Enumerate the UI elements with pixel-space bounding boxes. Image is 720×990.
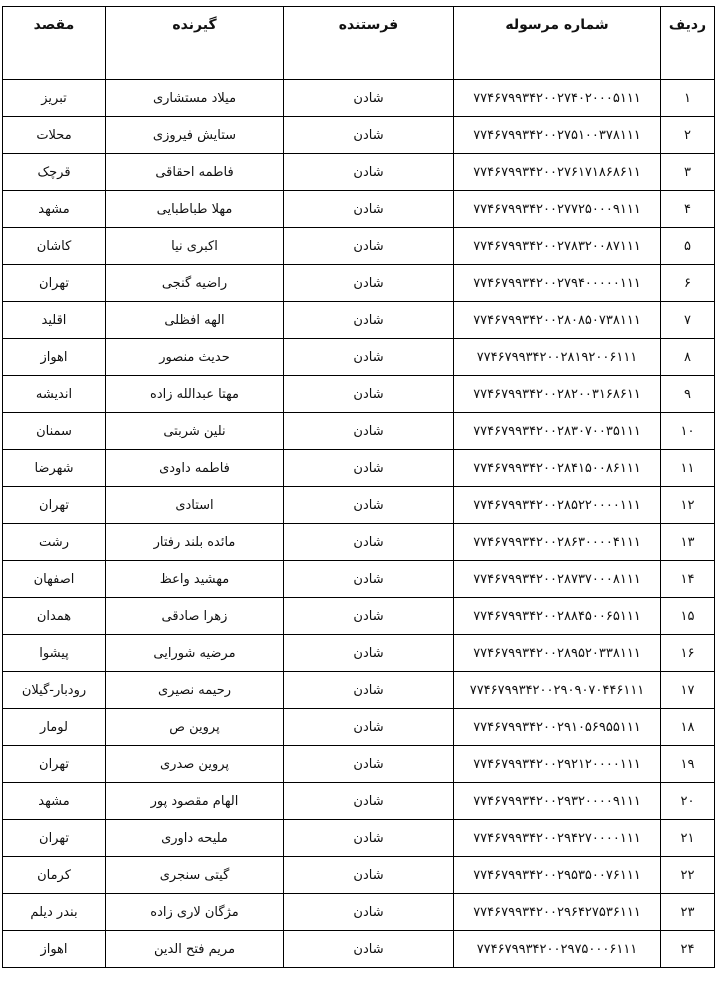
sender-cell: شادن xyxy=(284,413,454,450)
row-number-cell: ۲ xyxy=(661,117,715,154)
row-number-cell: ۱۳ xyxy=(661,524,715,561)
receiver-cell: فاطمه احقاقی xyxy=(106,154,284,191)
shipment-number-cell: ۷۷۴۶۷۹۹۳۴۲۰۰۲۹۱۰۵۶۹۵۵۱۱۱ xyxy=(454,709,661,746)
sender-cell: شادن xyxy=(284,487,454,524)
row-number-cell: ۱۴ xyxy=(661,561,715,598)
table-body xyxy=(3,80,715,968)
shipment-number-cell: ۷۷۴۶۷۹۹۳۴۲۰۰۲۹۲۱۲۰۰۰۰۱۱۱ xyxy=(454,746,661,783)
shipment-number-cell: ۷۷۴۶۷۹۹۳۴۲۰۰۲۸۶۳۰۰۰۰۴۱۱۱ xyxy=(454,524,661,561)
destination-cell: شهرضا xyxy=(3,450,106,487)
destination-cell: رودبار-گیلان xyxy=(3,672,106,709)
row-number-cell: ۴ xyxy=(661,191,715,228)
sender-cell: شادن xyxy=(284,598,454,635)
receiver-cell: مهتا عبدالله زاده xyxy=(106,376,284,413)
sender-cell: شادن xyxy=(284,191,454,228)
receiver-cell: زهرا صادقی xyxy=(106,598,284,635)
destination-cell: اصفهان xyxy=(3,561,106,598)
header-receiver: گیرنده xyxy=(106,7,284,80)
receiver-cell: الهه افظلی xyxy=(106,302,284,339)
row-number-cell: ۱۸ xyxy=(661,709,715,746)
destination-cell: سمنان xyxy=(3,413,106,450)
row-number-cell: ۲۱ xyxy=(661,820,715,857)
shipment-number-cell: ۷۷۴۶۷۹۹۳۴۲۰۰۲۹۰۹۰۷۰۴۴۶۱۱۱ xyxy=(454,672,661,709)
destination-cell: محلات xyxy=(3,117,106,154)
row-number-cell: ۱۰ xyxy=(661,413,715,450)
receiver-cell: پروین صدری xyxy=(106,746,284,783)
row-number-cell: ۱۹ xyxy=(661,746,715,783)
sender-cell: شادن xyxy=(284,80,454,117)
header-row xyxy=(3,7,715,80)
sender-cell: شادن xyxy=(284,339,454,376)
destination-cell: مشهد xyxy=(3,191,106,228)
sender-cell: شادن xyxy=(284,857,454,894)
shipment-number-cell: ۷۷۴۶۷۹۹۳۴۲۰۰۲۹۵۳۵۰۰۷۶۱۱۱ xyxy=(454,857,661,894)
sender-cell: شادن xyxy=(284,302,454,339)
receiver-cell: ملیحه داوری xyxy=(106,820,284,857)
shipment-number-cell: ۷۷۴۶۷۹۹۳۴۲۰۰۲۷۷۲۵۰۰۰۹۱۱۱ xyxy=(454,191,661,228)
destination-cell: اندیشه xyxy=(3,376,106,413)
row-number-cell: ۹ xyxy=(661,376,715,413)
table-row xyxy=(3,709,715,746)
destination-cell: تهران xyxy=(3,820,106,857)
table-row xyxy=(3,894,715,931)
receiver-cell: نلین شربتی xyxy=(106,413,284,450)
receiver-cell: فاطمه داودی xyxy=(106,450,284,487)
receiver-cell: ستایش فیروزی xyxy=(106,117,284,154)
shipment-number-cell: ۷۷۴۶۷۹۹۳۴۲۰۰۲۸۱۹۲۰۰۶۱۱۱ xyxy=(454,339,661,376)
shipment-number-cell: ۷۷۴۶۷۹۹۳۴۲۰۰۲۸۸۴۵۰۰۶۵۱۱۱ xyxy=(454,598,661,635)
table-row xyxy=(3,783,715,820)
header-sender: فرستنده xyxy=(284,7,454,80)
receiver-cell: پروین ص xyxy=(106,709,284,746)
table-row xyxy=(3,265,715,302)
table-row xyxy=(3,672,715,709)
destination-cell: تهران xyxy=(3,265,106,302)
shipment-number-cell: ۷۷۴۶۷۹۹۳۴۲۰۰۲۸۷۳۷۰۰۰۸۱۱۱ xyxy=(454,561,661,598)
sender-cell: شادن xyxy=(284,228,454,265)
table-row xyxy=(3,117,715,154)
sender-cell: شادن xyxy=(284,931,454,968)
row-number-cell: ۱ xyxy=(661,80,715,117)
receiver-cell: مرضیه شورایی xyxy=(106,635,284,672)
destination-cell: تهران xyxy=(3,746,106,783)
sender-cell: شادن xyxy=(284,524,454,561)
row-number-cell: ۲۰ xyxy=(661,783,715,820)
table-row xyxy=(3,413,715,450)
table-row xyxy=(3,857,715,894)
table-row xyxy=(3,339,715,376)
row-number-cell: ۲۳ xyxy=(661,894,715,931)
sender-cell: شادن xyxy=(284,746,454,783)
table-row xyxy=(3,450,715,487)
shipment-number-cell: ۷۷۴۶۷۹۹۳۴۲۰۰۲۹۶۴۲۷۵۳۶۱۱۱ xyxy=(454,894,661,931)
destination-cell: همدان xyxy=(3,598,106,635)
table-row xyxy=(3,80,715,117)
table-row xyxy=(3,561,715,598)
destination-cell: رشت xyxy=(3,524,106,561)
shipment-number-cell: ۷۷۴۶۷۹۹۳۴۲۰۰۲۷۴۰۲۰۰۰۵۱۱۱ xyxy=(454,80,661,117)
destination-cell: اهواز xyxy=(3,339,106,376)
table-row xyxy=(3,191,715,228)
sender-cell: شادن xyxy=(284,265,454,302)
table-row xyxy=(3,376,715,413)
sender-cell: شادن xyxy=(284,117,454,154)
receiver-cell: حدیث منصور xyxy=(106,339,284,376)
row-number-cell: ۲۲ xyxy=(661,857,715,894)
row-number-cell: ۱۲ xyxy=(661,487,715,524)
receiver-cell: مهشید واعظ xyxy=(106,561,284,598)
table-row xyxy=(3,487,715,524)
shipment-number-cell: ۷۷۴۶۷۹۹۳۴۲۰۰۲۸۲۰۰۳۱۶۸۶۱۱ xyxy=(454,376,661,413)
receiver-cell: میلاد مستشاری xyxy=(106,80,284,117)
destination-cell: کاشان xyxy=(3,228,106,265)
receiver-cell: مهلا طباطبایی xyxy=(106,191,284,228)
shipment-number-cell: ۷۷۴۶۷۹۹۳۴۲۰۰۲۷۵۱۰۰۳۷۸۱۱۱ xyxy=(454,117,661,154)
shipment-number-cell: ۷۷۴۶۷۹۹۳۴۲۰۰۲۸۵۲۲۰۰۰۰۱۱۱ xyxy=(454,487,661,524)
table-row xyxy=(3,746,715,783)
receiver-cell: استادی xyxy=(106,487,284,524)
shipment-number-cell: ۷۷۴۶۷۹۹۳۴۲۰۰۲۷۹۴۰۰۰۰۰۱۱۱ xyxy=(454,265,661,302)
destination-cell: اهواز xyxy=(3,931,106,968)
destination-cell: کرمان xyxy=(3,857,106,894)
row-number-cell: ۸ xyxy=(661,339,715,376)
sender-cell: شادن xyxy=(284,672,454,709)
receiver-cell: الهام مقصود پور xyxy=(106,783,284,820)
sender-cell: شادن xyxy=(284,450,454,487)
shipment-number-cell: ۷۷۴۶۷۹۹۳۴۲۰۰۲۷۸۳۲۰۰۸۷۱۱۱ xyxy=(454,228,661,265)
table-row xyxy=(3,598,715,635)
shipment-number-cell: ۷۷۴۶۷۹۹۳۴۲۰۰۲۸۳۰۷۰۰۳۵۱۱۱ xyxy=(454,413,661,450)
row-number-cell: ۳ xyxy=(661,154,715,191)
sender-cell: شادن xyxy=(284,894,454,931)
sender-cell: شادن xyxy=(284,635,454,672)
destination-cell: مشهد xyxy=(3,783,106,820)
header-destination: مقصد xyxy=(3,7,106,80)
destination-cell: قرچک xyxy=(3,154,106,191)
destination-cell: لومار xyxy=(3,709,106,746)
destination-cell: تبریز xyxy=(3,80,106,117)
shipment-number-cell: ۷۷۴۶۷۹۹۳۴۲۰۰۲۹۳۲۰۰۰۰۹۱۱۱ xyxy=(454,783,661,820)
shipment-number-cell: ۷۷۴۶۷۹۹۳۴۲۰۰۲۹۷۵۰۰۰۶۱۱۱ xyxy=(454,931,661,968)
row-number-cell: ۱۶ xyxy=(661,635,715,672)
table-row xyxy=(3,931,715,968)
table-row xyxy=(3,635,715,672)
row-number-cell: ۱۷ xyxy=(661,672,715,709)
destination-cell: تهران xyxy=(3,487,106,524)
sender-cell: شادن xyxy=(284,783,454,820)
sender-cell: شادن xyxy=(284,376,454,413)
shipments-table xyxy=(2,6,715,968)
table-row xyxy=(3,524,715,561)
row-number-cell: ۵ xyxy=(661,228,715,265)
receiver-cell: مژگان لاری زاده xyxy=(106,894,284,931)
sender-cell: شادن xyxy=(284,154,454,191)
sender-cell: شادن xyxy=(284,561,454,598)
table-header xyxy=(3,7,715,80)
row-number-cell: ۱۱ xyxy=(661,450,715,487)
receiver-cell: مریم فتح الدین xyxy=(106,931,284,968)
receiver-cell: راضیه گنجی xyxy=(106,265,284,302)
sender-cell: شادن xyxy=(284,709,454,746)
receiver-cell: اکبری نیا xyxy=(106,228,284,265)
header-row-number: ردیف xyxy=(661,7,715,80)
shipment-number-cell: ۷۷۴۶۷۹۹۳۴۲۰۰۲۸۴۱۵۰۰۸۶۱۱۱ xyxy=(454,450,661,487)
table-row xyxy=(3,302,715,339)
header-shipment-number: شماره مرسوله xyxy=(454,7,661,80)
receiver-cell: مائده بلند رفتار xyxy=(106,524,284,561)
shipment-number-cell: ۷۷۴۶۷۹۹۳۴۲۰۰۲۸۰۸۵۰۷۳۸۱۱۱ xyxy=(454,302,661,339)
sender-cell: شادن xyxy=(284,820,454,857)
row-number-cell: ۶ xyxy=(661,265,715,302)
table-row xyxy=(3,154,715,191)
table-row xyxy=(3,820,715,857)
row-number-cell: ۲۴ xyxy=(661,931,715,968)
row-number-cell: ۷ xyxy=(661,302,715,339)
destination-cell: بندر دیلم xyxy=(3,894,106,931)
table-row xyxy=(3,228,715,265)
receiver-cell: گیتی سنجری xyxy=(106,857,284,894)
shipment-number-cell: ۷۷۴۶۷۹۹۳۴۲۰۰۲۷۶۱۷۱۸۶۸۶۱۱ xyxy=(454,154,661,191)
receiver-cell: رحیمه نصیری xyxy=(106,672,284,709)
shipment-number-cell: ۷۷۴۶۷۹۹۳۴۲۰۰۲۸۹۵۲۰۳۳۸۱۱۱ xyxy=(454,635,661,672)
destination-cell: پیشوا xyxy=(3,635,106,672)
destination-cell: اقلید xyxy=(3,302,106,339)
shipment-number-cell: ۷۷۴۶۷۹۹۳۴۲۰۰۲۹۴۲۷۰۰۰۰۱۱۱ xyxy=(454,820,661,857)
row-number-cell: ۱۵ xyxy=(661,598,715,635)
